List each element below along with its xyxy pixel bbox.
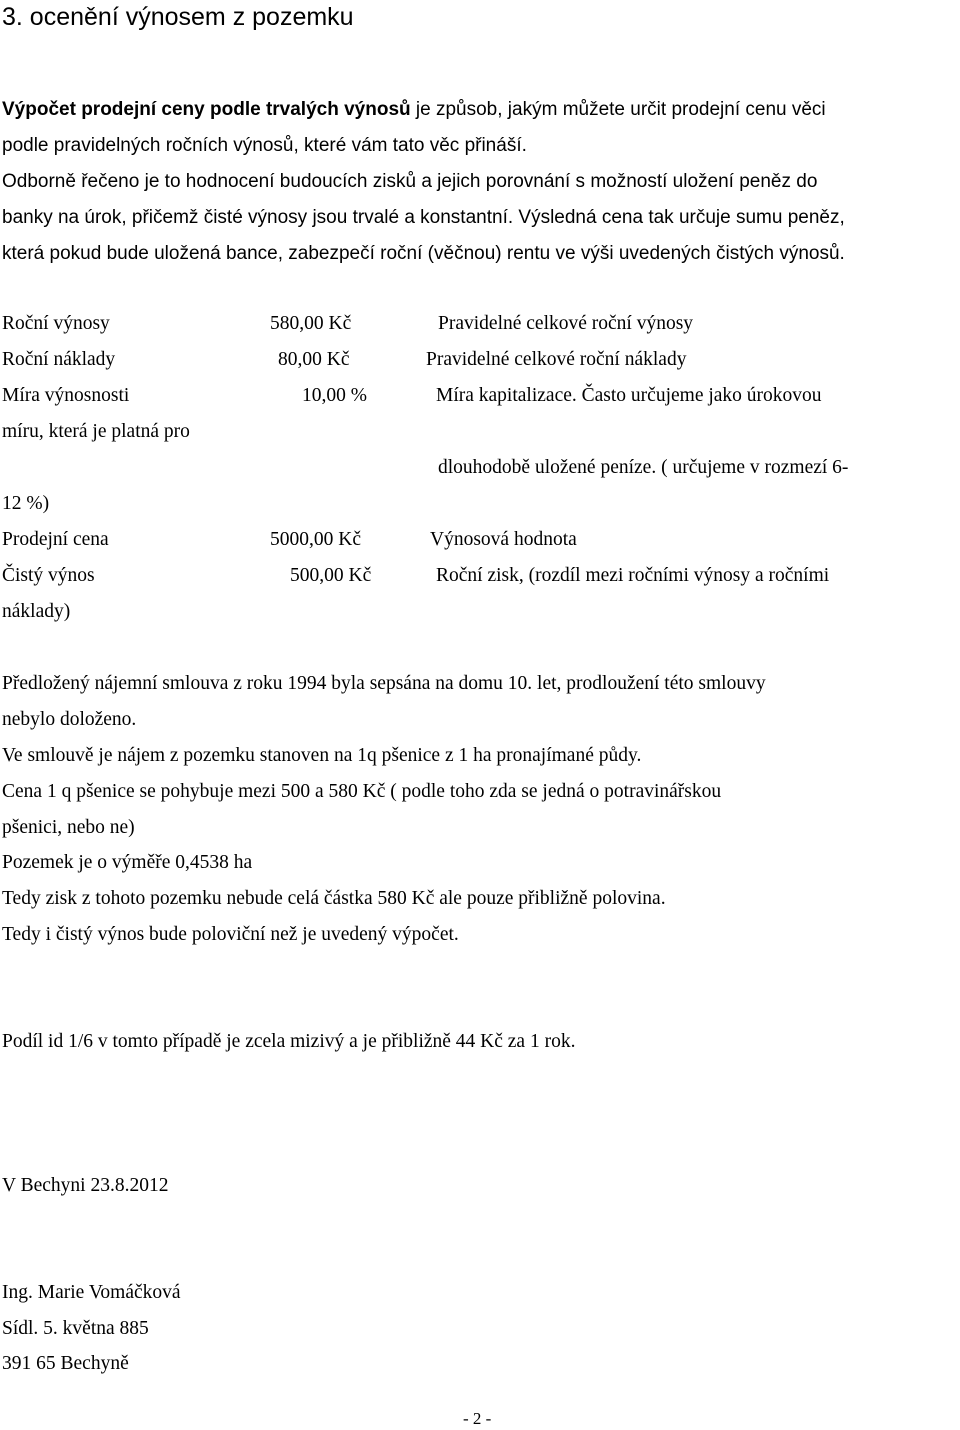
value-mira-vynosnosti: 10,00 % — [302, 385, 367, 406]
note-line-2: nebylo doloženo. — [2, 709, 137, 730]
intro-line-4: banky na úrok, přičemž čisté výnosy jsou trvalé a konstantní. Výsledná cena tak určuje sumu peněz, — [2, 207, 845, 228]
note-line-8: Tedy i čistý výnos bude poloviční než je uvedený výpočet. — [2, 924, 459, 945]
desc-mira-wrap-2: 12 %) — [2, 493, 50, 514]
desc-cisty-vynos: Roční zisk, (rozdíl mezi ročními výnosy a ročními — [436, 565, 830, 586]
share-note: Podíl id 1/6 v tomto případě je zcela mizivý a je přibližně 44 Kč za 1 rok. — [2, 1031, 576, 1052]
value-rocni-naklady: 80,00 Kč — [278, 349, 350, 370]
label-cisty-vynos: Čistý výnos — [2, 565, 95, 586]
note-line-4: Cena 1 q pšenice se pohybuje mezi 500 a 580 Kč ( podle toho zda se jedná o potravinářskou — [2, 781, 722, 802]
label-prodejni-cena: Prodejní cena — [2, 529, 109, 550]
desc-rocni-naklady: Pravidelné celkové roční náklady — [426, 349, 687, 370]
note-line-5: pšenici, nebo ne) — [2, 817, 135, 838]
note-line-7: Tedy zisk z tohoto pozemku nebude celá částka 580 Kč ale pouze přibližně polovina. — [2, 888, 666, 909]
desc-mira-wrap-1: míru, která je platná pro — [2, 421, 190, 442]
note-line-1: Předložený nájemní smlouva z roku 1994 byla sepsána na domu 10. let, prodloužení této smlouvy — [2, 673, 766, 694]
intro-line-3: Odborně řečeno je to hodnocení budoucích zisků a jejich porovnání s možností uložení peněz do — [2, 171, 818, 192]
section-heading: 3. ocenění výnosem z pozemku — [2, 3, 354, 31]
desc-prodejni-cena: Výnosová hodnota — [430, 529, 577, 550]
value-rocni-vynosy: 580,00 Kč — [270, 313, 352, 334]
value-prodejni-cena: 5000,00 Kč — [270, 529, 361, 550]
page-number: - 2 - — [463, 1409, 492, 1428]
note-line-6: Pozemek je o výměře 0,4538 ha — [2, 852, 253, 873]
place-date: V Bechyni 23.8.2012 — [2, 1175, 169, 1196]
intro-line-1-rest: je způsob, jakým můžete určit prodejní cenu věci — [410, 99, 826, 120]
intro-paragraph — [2, 92, 947, 272]
value-cisty-vynos: 500,00 Kč — [290, 565, 372, 586]
signature-name: Ing. Marie Vomáčková — [2, 1282, 181, 1303]
label-rocni-vynosy: Roční výnosy — [2, 313, 110, 334]
intro-line-1 — [2, 92, 947, 128]
signature-street: Sídl. 5. května 885 — [2, 1318, 149, 1339]
desc-rocni-vynosy: Pravidelné celkové roční výnosy — [438, 313, 694, 334]
intro-bold-lead: Výpočet prodejní ceny podle trvalých výnosů — [2, 99, 411, 120]
desc-mira-line-1: Míra kapitalizace. Často určujeme jako úrokovou — [436, 385, 822, 406]
label-rocni-naklady: Roční náklady — [2, 349, 116, 370]
intro-line-2: podle pravidelných ročních výnosů, které vám tato věc přináší. — [2, 135, 527, 156]
desc-mira-line-2: dlouhodobě uložené peníze. ( určujeme v rozmezí 6- — [438, 457, 849, 478]
desc-cisty-vynos-wrap: náklady) — [2, 601, 71, 622]
label-mira-vynosnosti: Míra výnosnosti — [2, 385, 130, 406]
note-line-3: Ve smlouvě je nájem z pozemku stanoven na 1q pšenice z 1 ha pronajímané půdy. — [2, 745, 642, 766]
intro-line-5: která pokud bude uložená bance, zabezpečí roční (věčnou) rentu ve výši uvedených čistých výnosů. — [2, 243, 845, 264]
signature-city: 391 65 Bechyně — [2, 1353, 129, 1374]
